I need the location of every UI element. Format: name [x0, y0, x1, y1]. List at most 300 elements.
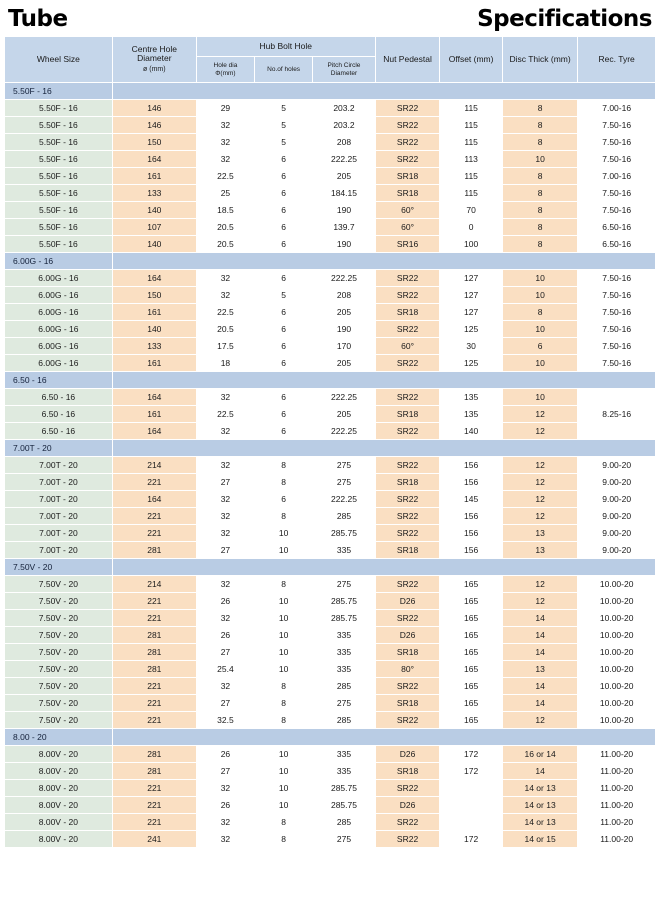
table-row	[5, 406, 656, 423]
cell-size: 6.50 - 16	[5, 389, 113, 406]
group-row-filler	[112, 253, 655, 270]
cell-nut: 60°	[375, 338, 440, 355]
cell-holes: 10	[255, 644, 313, 661]
cell-pitch: 208	[313, 134, 376, 151]
cell-disc: 8	[502, 219, 577, 236]
table-row	[5, 542, 656, 559]
table-row	[5, 644, 656, 661]
cell-holes: 6	[255, 168, 313, 185]
cell-offset: 0	[440, 219, 503, 236]
cell-size: 7.50V - 20	[5, 712, 113, 729]
cell-holes: 10	[255, 593, 313, 610]
cell-hole-dia: 32	[196, 814, 254, 831]
table-row	[5, 287, 656, 304]
cell-pitch: 205	[313, 406, 376, 423]
table-row	[5, 202, 656, 219]
cell-pitch: 222.25	[313, 270, 376, 287]
table-row	[5, 678, 656, 695]
cell-holes: 5	[255, 117, 313, 134]
group-row-filler	[112, 729, 655, 746]
cell-nut: SR22	[375, 117, 440, 134]
cell-offset: 165	[440, 610, 503, 627]
table-row	[5, 797, 656, 814]
group-label: 7.00T - 20	[5, 440, 113, 457]
cell-disc: 14	[502, 695, 577, 712]
cell-nut: SR22	[375, 610, 440, 627]
cell-nut: SR22	[375, 576, 440, 593]
cell-hole-dia: 32	[196, 491, 254, 508]
cell-hole-dia: 25.4	[196, 661, 254, 678]
cell-nut: SR22	[375, 712, 440, 729]
cell-nut: SR22	[375, 780, 440, 797]
cell-holes: 8	[255, 831, 313, 848]
cell-offset: 165	[440, 576, 503, 593]
cell-holes: 10	[255, 661, 313, 678]
cell-size: 7.50V - 20	[5, 661, 113, 678]
cell-tyre: 11.00-20	[578, 814, 656, 831]
cell-holes: 6	[255, 321, 313, 338]
cell-tyre: 10.00-20	[578, 610, 656, 627]
cell-pitch: 203.2	[313, 100, 376, 117]
cell-offset: 172	[440, 746, 503, 763]
cell-centre: 133	[112, 185, 196, 202]
cell-hole-dia: 18	[196, 355, 254, 372]
cell-tyre: 9.00-20	[578, 474, 656, 491]
cell-holes: 6	[255, 270, 313, 287]
table-row	[5, 746, 656, 763]
cell-centre: 221	[112, 678, 196, 695]
cell-hole-dia: 32.5	[196, 712, 254, 729]
cell-tyre: 7.50-16	[578, 338, 656, 355]
cell-holes: 6	[255, 338, 313, 355]
cell-size: 6.50 - 16	[5, 406, 113, 423]
table-row	[5, 661, 656, 678]
cell-centre: 161	[112, 168, 196, 185]
cell-size: 5.50F - 16	[5, 219, 113, 236]
table-row	[5, 695, 656, 712]
col-offset: Offset (mm)	[440, 37, 503, 83]
cell-size: 8.00V - 20	[5, 746, 113, 763]
cell-pitch: 275	[313, 695, 376, 712]
cell-disc: 10	[502, 355, 577, 372]
table-row	[5, 627, 656, 644]
cell-disc: 10	[502, 287, 577, 304]
cell-offset: 145	[440, 491, 503, 508]
cell-pitch: 285.75	[313, 610, 376, 627]
cell-size: 6.00G - 16	[5, 304, 113, 321]
cell-holes: 5	[255, 134, 313, 151]
table-row	[5, 610, 656, 627]
cell-holes: 5	[255, 287, 313, 304]
cell-size: 8.00V - 20	[5, 780, 113, 797]
cell-size: 7.50V - 20	[5, 627, 113, 644]
table-group-row	[5, 559, 656, 576]
cell-size: 5.50F - 16	[5, 168, 113, 185]
cell-tyre: 7.50-16	[578, 151, 656, 168]
cell-size: 7.50V - 20	[5, 695, 113, 712]
cell-nut: SR22	[375, 321, 440, 338]
cell-holes: 8	[255, 457, 313, 474]
table-body	[5, 83, 656, 848]
cell-offset: 156	[440, 474, 503, 491]
cell-pitch: 222.25	[313, 151, 376, 168]
cell-size: 8.00V - 20	[5, 763, 113, 780]
cell-hole-dia: 32	[196, 270, 254, 287]
table-row	[5, 814, 656, 831]
cell-offset: 172	[440, 831, 503, 848]
cell-hole-dia: 20.5	[196, 321, 254, 338]
cell-nut: SR22	[375, 814, 440, 831]
cell-holes: 6	[255, 185, 313, 202]
cell-pitch: 335	[313, 627, 376, 644]
group-label: 8.00 - 20	[5, 729, 113, 746]
cell-holes: 6	[255, 423, 313, 440]
cell-offset: 165	[440, 695, 503, 712]
cell-pitch: 184.15	[313, 185, 376, 202]
cell-size: 8.00V - 20	[5, 831, 113, 848]
cell-pitch: 222.25	[313, 389, 376, 406]
cell-holes: 6	[255, 389, 313, 406]
cell-offset: 156	[440, 508, 503, 525]
cell-hole-dia: 27	[196, 695, 254, 712]
cell-centre: 221	[112, 780, 196, 797]
cell-centre: 164	[112, 389, 196, 406]
cell-hole-dia: 26	[196, 627, 254, 644]
cell-pitch: 335	[313, 661, 376, 678]
cell-disc: 14	[502, 627, 577, 644]
col-hole-dia	[196, 57, 254, 83]
table-group-row	[5, 253, 656, 270]
cell-holes: 5	[255, 100, 313, 117]
cell-holes: 8	[255, 678, 313, 695]
cell-tyre: 7.00-16	[578, 100, 656, 117]
cell-size: 6.00G - 16	[5, 270, 113, 287]
table-group-row	[5, 372, 656, 389]
cell-holes: 8	[255, 508, 313, 525]
cell-hole-dia: 32	[196, 457, 254, 474]
cell-nut: SR22	[375, 491, 440, 508]
table-group-row	[5, 729, 656, 746]
cell-disc: 14 or 15	[502, 831, 577, 848]
col-nut-pedestal: Nut Pedestal	[375, 37, 440, 83]
cell-pitch: 139.7	[313, 219, 376, 236]
cell-size: 7.00T - 20	[5, 542, 113, 559]
cell-pitch: 190	[313, 321, 376, 338]
cell-hole-dia: 18.5	[196, 202, 254, 219]
cell-size: 7.50V - 20	[5, 593, 113, 610]
cell-tyre: 11.00-20	[578, 746, 656, 763]
cell-centre: 164	[112, 491, 196, 508]
col-pitch-circle-diameter: Pitch Circle Diameter	[313, 57, 376, 83]
cell-size: 8.00V - 20	[5, 797, 113, 814]
cell-disc: 10	[502, 321, 577, 338]
cell-size: 7.00T - 20	[5, 474, 113, 491]
cell-tyre: 8.25-16	[578, 406, 656, 423]
tube-specifications-table	[4, 36, 656, 848]
cell-offset: 113	[440, 151, 503, 168]
cell-nut: D26	[375, 593, 440, 610]
cell-tyre: 7.50-16	[578, 117, 656, 134]
table-row	[5, 831, 656, 848]
cell-offset: 165	[440, 593, 503, 610]
cell-disc: 12	[502, 457, 577, 474]
table-row	[5, 712, 656, 729]
cell-nut: SR18	[375, 168, 440, 185]
cell-offset: 165	[440, 712, 503, 729]
cell-hole-dia: 26	[196, 797, 254, 814]
cell-size: 6.00G - 16	[5, 287, 113, 304]
cell-tyre: 10.00-20	[578, 695, 656, 712]
cell-size: 5.50F - 16	[5, 236, 113, 253]
cell-offset: 165	[440, 661, 503, 678]
cell-pitch: 275	[313, 457, 376, 474]
cell-centre: 140	[112, 321, 196, 338]
cell-tyre: 10.00-20	[578, 712, 656, 729]
cell-nut: SR22	[375, 831, 440, 848]
cell-size: 7.00T - 20	[5, 525, 113, 542]
cell-tyre: 10.00-20	[578, 678, 656, 695]
col-no-of-holes: No.of holes	[255, 57, 313, 83]
col-wheel-size: Wheel Size	[5, 37, 113, 83]
col-hole-dia-unit: Φ(mm)	[215, 69, 236, 77]
cell-disc: 10	[502, 270, 577, 287]
cell-size: 7.00T - 20	[5, 491, 113, 508]
cell-disc: 12	[502, 406, 577, 423]
cell-holes: 6	[255, 491, 313, 508]
cell-hole-dia: 27	[196, 542, 254, 559]
cell-tyre: 9.00-20	[578, 491, 656, 508]
cell-centre: 133	[112, 338, 196, 355]
cell-disc: 12	[502, 423, 577, 440]
cell-nut: SR18	[375, 304, 440, 321]
page-header	[4, 0, 656, 36]
cell-disc: 14	[502, 610, 577, 627]
cell-offset: 100	[440, 236, 503, 253]
cell-tyre: 7.50-16	[578, 304, 656, 321]
cell-disc: 12	[502, 491, 577, 508]
cell-size: 8.00V - 20	[5, 814, 113, 831]
cell-size: 6.00G - 16	[5, 355, 113, 372]
cell-pitch: 335	[313, 542, 376, 559]
cell-pitch: 203.2	[313, 117, 376, 134]
cell-size: 7.00T - 20	[5, 508, 113, 525]
cell-hole-dia: 32	[196, 151, 254, 168]
cell-tyre: 7.50-16	[578, 185, 656, 202]
cell-nut: SR16	[375, 236, 440, 253]
table-row	[5, 355, 656, 372]
cell-tyre: 10.00-20	[578, 661, 656, 678]
col-centre-hole-unit: ø (mm)	[143, 66, 166, 74]
table-row	[5, 457, 656, 474]
cell-disc: 10	[502, 151, 577, 168]
cell-centre: 150	[112, 134, 196, 151]
table-row	[5, 219, 656, 236]
cell-tyre: 10.00-20	[578, 644, 656, 661]
cell-centre: 146	[112, 100, 196, 117]
cell-disc: 14	[502, 678, 577, 695]
table-row	[5, 134, 656, 151]
cell-tyre: 11.00-20	[578, 831, 656, 848]
table-group-row	[5, 83, 656, 100]
table-header	[5, 37, 656, 83]
col-hub-bolt-hole: Hub Bolt Hole	[196, 37, 375, 57]
group-row-filler	[112, 559, 655, 576]
cell-nut: SR22	[375, 287, 440, 304]
table-row	[5, 270, 656, 287]
cell-centre: 161	[112, 355, 196, 372]
col-rec-tyre: Rec. Tyre	[578, 37, 656, 83]
cell-centre: 164	[112, 270, 196, 287]
cell-offset: 127	[440, 270, 503, 287]
cell-holes: 10	[255, 797, 313, 814]
cell-offset: 165	[440, 627, 503, 644]
cell-tyre: 7.50-16	[578, 134, 656, 151]
cell-holes: 10	[255, 627, 313, 644]
cell-nut: SR22	[375, 389, 440, 406]
cell-tyre: 7.50-16	[578, 321, 656, 338]
table-row	[5, 168, 656, 185]
cell-centre: 281	[112, 644, 196, 661]
cell-centre: 140	[112, 202, 196, 219]
group-label: 5.50F - 16	[5, 83, 113, 100]
cell-pitch: 208	[313, 287, 376, 304]
cell-centre: 150	[112, 287, 196, 304]
cell-hole-dia: 27	[196, 474, 254, 491]
cell-pitch: 335	[313, 746, 376, 763]
cell-nut: 60°	[375, 219, 440, 236]
cell-tyre: 9.00-20	[578, 508, 656, 525]
cell-offset: 115	[440, 134, 503, 151]
cell-size: 5.50F - 16	[5, 117, 113, 134]
cell-holes: 8	[255, 712, 313, 729]
cell-offset: 70	[440, 202, 503, 219]
cell-tyre: 7.50-16	[578, 355, 656, 372]
cell-pitch: 285	[313, 508, 376, 525]
cell-disc: 8	[502, 236, 577, 253]
cell-pitch: 285	[313, 678, 376, 695]
table-group-row	[5, 440, 656, 457]
cell-size: 6.50 - 16	[5, 423, 113, 440]
cell-hole-dia: 32	[196, 423, 254, 440]
cell-size: 6.00G - 16	[5, 321, 113, 338]
cell-offset: 172	[440, 763, 503, 780]
cell-pitch: 285	[313, 712, 376, 729]
cell-disc: 13	[502, 542, 577, 559]
cell-disc: 8	[502, 168, 577, 185]
cell-disc: 14 or 13	[502, 797, 577, 814]
cell-holes: 6	[255, 219, 313, 236]
cell-centre: 281	[112, 763, 196, 780]
cell-pitch: 190	[313, 236, 376, 253]
cell-disc: 12	[502, 576, 577, 593]
cell-tyre: 10.00-20	[578, 576, 656, 593]
cell-nut: D26	[375, 627, 440, 644]
cell-size: 5.50F - 16	[5, 202, 113, 219]
cell-holes: 6	[255, 406, 313, 423]
table-row	[5, 389, 656, 406]
cell-size: 7.50V - 20	[5, 610, 113, 627]
cell-pitch: 205	[313, 304, 376, 321]
cell-pitch: 335	[313, 644, 376, 661]
cell-hole-dia: 26	[196, 593, 254, 610]
cell-pitch: 285.75	[313, 797, 376, 814]
cell-nut: SR18	[375, 474, 440, 491]
cell-tyre: 10.00-20	[578, 593, 656, 610]
cell-size: 6.00G - 16	[5, 338, 113, 355]
cell-offset: 156	[440, 457, 503, 474]
cell-disc: 6	[502, 338, 577, 355]
cell-holes: 8	[255, 814, 313, 831]
cell-nut: SR18	[375, 644, 440, 661]
cell-tyre: 6.50-16	[578, 219, 656, 236]
cell-nut: SR22	[375, 355, 440, 372]
page-title-right: Specifications	[477, 6, 652, 32]
cell-hole-dia: 32	[196, 287, 254, 304]
table-row	[5, 151, 656, 168]
cell-holes: 8	[255, 695, 313, 712]
table-row	[5, 117, 656, 134]
cell-holes: 6	[255, 304, 313, 321]
cell-hole-dia: 32	[196, 780, 254, 797]
table-row	[5, 763, 656, 780]
cell-hole-dia: 20.5	[196, 219, 254, 236]
cell-centre: 146	[112, 117, 196, 134]
cell-nut: SR18	[375, 542, 440, 559]
cell-nut: D26	[375, 797, 440, 814]
cell-centre: 221	[112, 695, 196, 712]
cell-offset: 165	[440, 678, 503, 695]
cell-offset: 30	[440, 338, 503, 355]
cell-centre: 221	[112, 474, 196, 491]
table-row	[5, 423, 656, 440]
cell-pitch: 285.75	[313, 525, 376, 542]
cell-size: 5.50F - 16	[5, 134, 113, 151]
cell-hole-dia: 32	[196, 389, 254, 406]
cell-disc: 8	[502, 304, 577, 321]
cell-centre: 281	[112, 661, 196, 678]
group-label: 6.50 - 16	[5, 372, 113, 389]
cell-pitch: 275	[313, 474, 376, 491]
cell-holes: 6	[255, 236, 313, 253]
cell-pitch: 170	[313, 338, 376, 355]
cell-size: 7.50V - 20	[5, 576, 113, 593]
cell-holes: 6	[255, 151, 313, 168]
cell-hole-dia: 22.5	[196, 406, 254, 423]
cell-nut: SR22	[375, 270, 440, 287]
cell-pitch: 222.25	[313, 423, 376, 440]
cell-tyre: 6.50-16	[578, 236, 656, 253]
cell-pitch: 275	[313, 831, 376, 848]
table-row	[5, 236, 656, 253]
cell-disc: 8	[502, 202, 577, 219]
cell-nut: 80°	[375, 661, 440, 678]
group-label: 7.50V - 20	[5, 559, 113, 576]
cell-tyre: 9.00-20	[578, 542, 656, 559]
table-row	[5, 474, 656, 491]
cell-nut: SR22	[375, 508, 440, 525]
cell-nut: SR18	[375, 763, 440, 780]
cell-tyre: 9.00-20	[578, 457, 656, 474]
group-label: 6.00G - 16	[5, 253, 113, 270]
cell-hole-dia: 22.5	[196, 304, 254, 321]
cell-offset: 115	[440, 117, 503, 134]
cell-offset: 156	[440, 525, 503, 542]
cell-centre: 241	[112, 831, 196, 848]
cell-centre: 164	[112, 151, 196, 168]
cell-disc: 14 or 13	[502, 780, 577, 797]
cell-holes: 10	[255, 525, 313, 542]
cell-centre: 221	[112, 797, 196, 814]
